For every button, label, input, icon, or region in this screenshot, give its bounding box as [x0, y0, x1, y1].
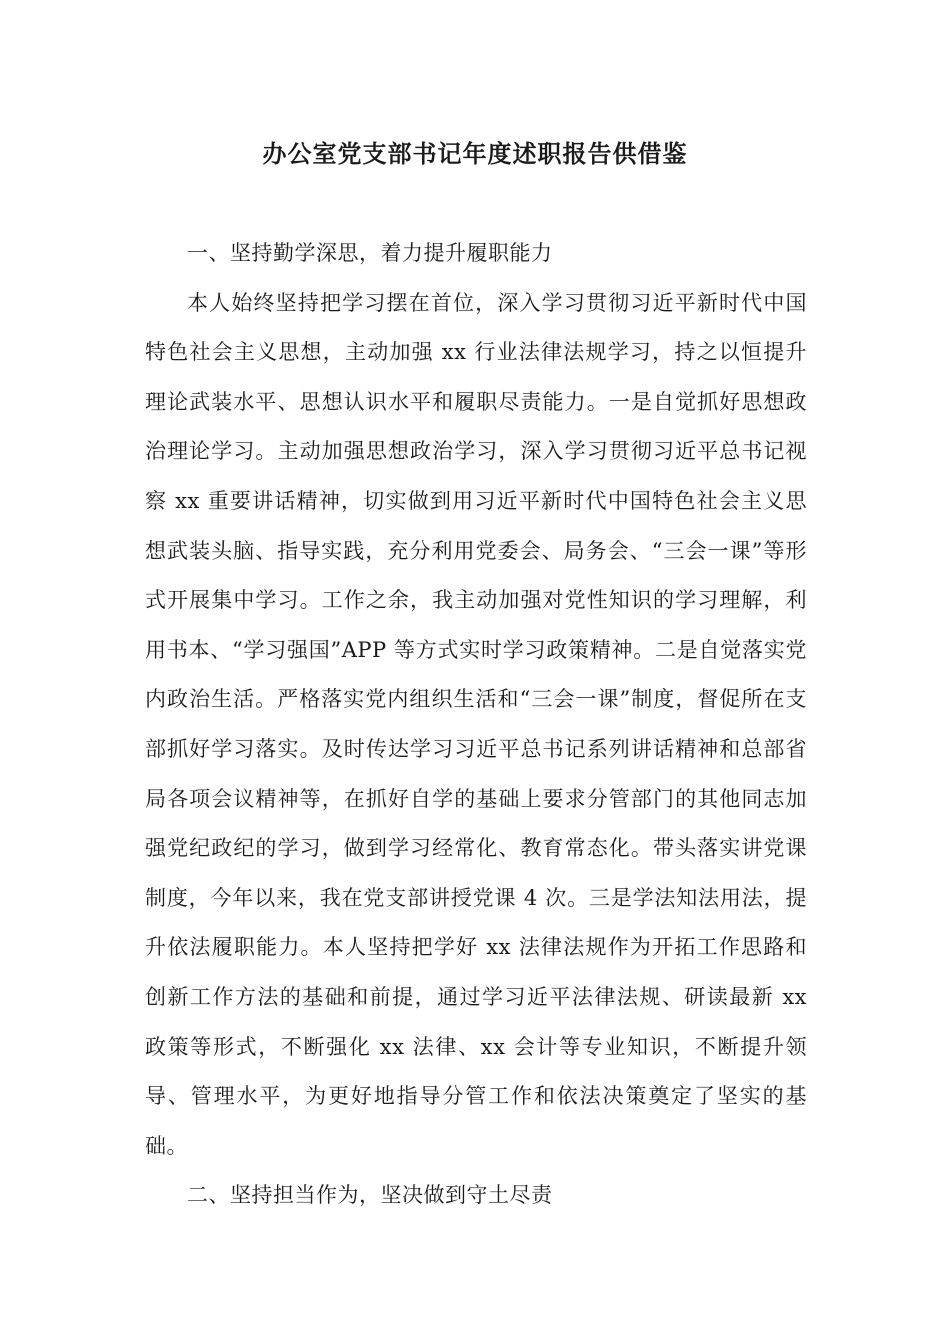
section-heading-1: 一、坚持勤学深思，着力提升履职能力	[187, 241, 553, 265]
section-heading-2: 二、坚持担当作为，坚决做到守土尽责	[187, 1183, 553, 1208]
document-body	[145, 229, 807, 1221]
document-title: 办公室党支部书记年度述职报告供借鉴	[262, 139, 688, 168]
section-paragraph-1: 本人始终坚持把学习摆在首位，深入学习贯彻习近平新时代中国特色社会主义思想，主动加强 xx 行业法律法规学习，持之以恒提升理论武装水平、思想认识水平和履职尽责能力。一是自觉抓好思想政治理论学习。主动加强思想政治学习，深入学习贯彻习近平总书记视察 xx 重要讲话精神，切实做到用习近平新时代中国特色社会主义思想武装头脑、指导实践，充分利用党委会、局务会、“三会一课”等形式开展集中学习。工作之余，我主动加强对党性知识的学习理解，利用书本、“学习强国”APP 等方式实时学习政策精神。二是自觉落实党内政治生活。严格落实党内组织生活和“三会一课”制度，督促所在支部抓好学习落实。及时传达学习习近平总书记系列讲话精神和总部省局各项会议精神等，在抓好自学的基础上要求分管部门的其他同志加强党纪政纪的学习，做到学习经常化、教育常态化。带头落实讲党课制度，今年以来，我在党支部讲授党课 4 次。三是学法知法用法，提升依法履职能力。本人坚持把学好 xx 法律法规作为开拓工作思路和创新工作方法的基础和前提，通过学习近平法律法规、研读最新 xx 政策等形式，不断强化 xx 法律、xx 会计等专业知识，不断提升领导、管理水平，为更好地指导分管工作和依法决策奠定了坚实的基础。	[145, 290, 807, 1158]
